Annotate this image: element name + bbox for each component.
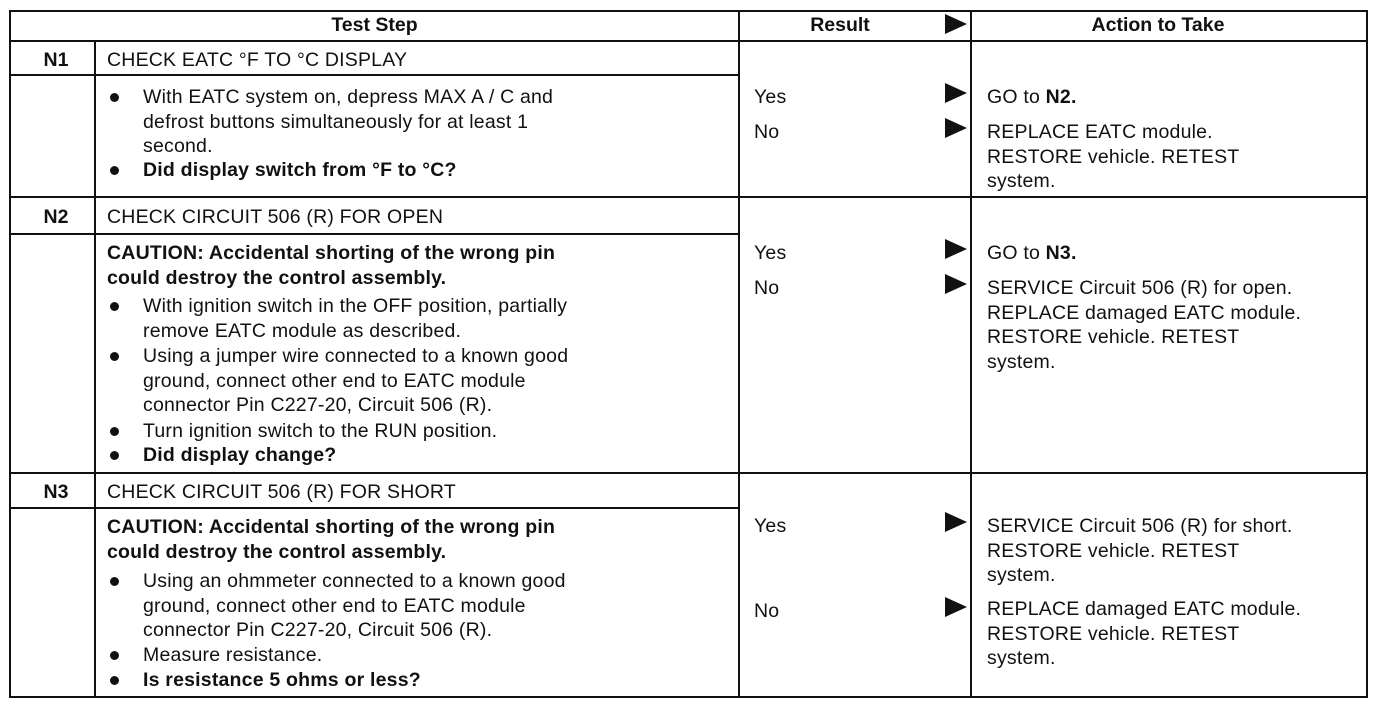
n2-result-yes: Yes [754,242,787,264]
bullet-icon [110,676,119,685]
n2-caution: CAUTION: Accidental shorting of the wrong pin could destroy the control assembly. [107,242,556,289]
row-divider-n3-title [9,507,739,509]
step-id-gap-n2 [11,235,94,472]
bullet-icon [110,166,119,175]
step-title-n3: CHECK CIRCUIT 506 (R) FOR SHORT [107,481,456,503]
row-divider-n2-n3 [9,472,1368,474]
n2-bullet-3: Turn ignition switch to the RUN position. [143,420,498,442]
bullet-icon [110,427,119,436]
header-test-step: Test Step [331,14,418,36]
column-divider-result [738,10,740,698]
row-divider-n1-n2 [9,196,1368,198]
header-result-arrow-icon [945,14,967,34]
row-divider-n1-title [9,74,739,76]
arrow-icon [945,597,967,617]
n3-bullet-2: Measure resistance. [143,644,323,666]
action-go-to-target: N3. [1045,242,1077,264]
header-action: Action to Take [1091,14,1225,36]
n1-bullet-2: Did display switch from °F to °C? [143,159,457,181]
arrow-icon [945,118,967,138]
bullet-icon [110,352,119,361]
header-result: Result [810,14,870,36]
n2-action-no: SERVICE Circuit 506 (R) for open. REPLACE damaged EATC module. RESTORE vehicle. RETEST system. [987,277,1302,373]
step-id-n1: N1 [43,49,69,71]
n2-result-no: No [754,277,780,299]
action-go-to-label: GO to [987,86,1046,108]
action-go-to-label: GO to [987,242,1046,264]
n1-action-no: REPLACE EATC module. RESTORE vehicle. RETEST system. [987,121,1240,193]
n2-bullet-1: With ignition switch in the OFF position, partially remove EATC module as described. [143,295,568,342]
n2-bullet-4: Did display change? [143,444,337,466]
step-id-gap-n1 [11,76,94,196]
arrow-icon [945,512,967,532]
n3-action-no: REPLACE damaged EATC module. RESTORE vehicle. RETEST system. [987,598,1302,670]
bullet-icon [110,302,119,311]
n3-bullet-3: Is resistance 5 ohms or less? [143,669,421,691]
n3-result-yes: Yes [754,515,787,537]
step-id-gap-n3 [11,509,94,696]
arrow-icon [945,274,967,294]
n3-result-no: No [754,600,780,622]
step-title-n2: CHECK CIRCUIT 506 (R) FOR OPEN [107,206,444,228]
row-divider-n2-title [9,233,739,235]
action-go-to-target: N2. [1045,86,1077,108]
step-id-n2: N2 [43,206,69,228]
n3-caution: CAUTION: Accidental shorting of the wrong pin could destroy the control assembly. [107,516,556,563]
n1-bullet-1: With EATC system on, depress MAX A / C and defrost buttons simultaneously for at least 1 second. [143,86,554,158]
arrow-icon [945,83,967,103]
n2-action-yes [987,241,1077,266]
n2-bullet-2: Using a jumper wire connected to a known good ground, connect other end to EATC module connector Pin C227-20, Circuit 506 (R). [143,345,569,417]
n1-result-no: No [754,121,780,143]
bullet-icon [110,93,119,102]
arrow-icon [945,239,967,259]
step-body-left-n1 [94,74,96,198]
step-body-left-n2 [94,233,96,474]
table-border-header [9,40,1368,42]
n3-action-yes: SERVICE Circuit 506 (R) for short. RESTORE vehicle. RETEST system. [987,515,1293,587]
table-border-right [1366,10,1368,698]
n3-bullet-1: Using an ohmmeter connected to a known good ground, connect other end to EATC module connector Pin C227-20, Circuit 506 (R). [143,570,566,642]
bullet-icon [110,451,119,460]
bullet-icon [110,577,119,586]
n1-result-yes: Yes [754,86,787,108]
n1-action-yes [987,85,1077,110]
step-title-n1: CHECK EATC °F TO °C DISPLAY [107,49,408,71]
table-border-top [9,10,1368,12]
column-divider-action [970,10,972,698]
step-id-n3: N3 [43,481,69,503]
table-border-bottom [9,696,1368,698]
step-body-left-n3 [94,507,96,698]
bullet-icon [110,651,119,660]
